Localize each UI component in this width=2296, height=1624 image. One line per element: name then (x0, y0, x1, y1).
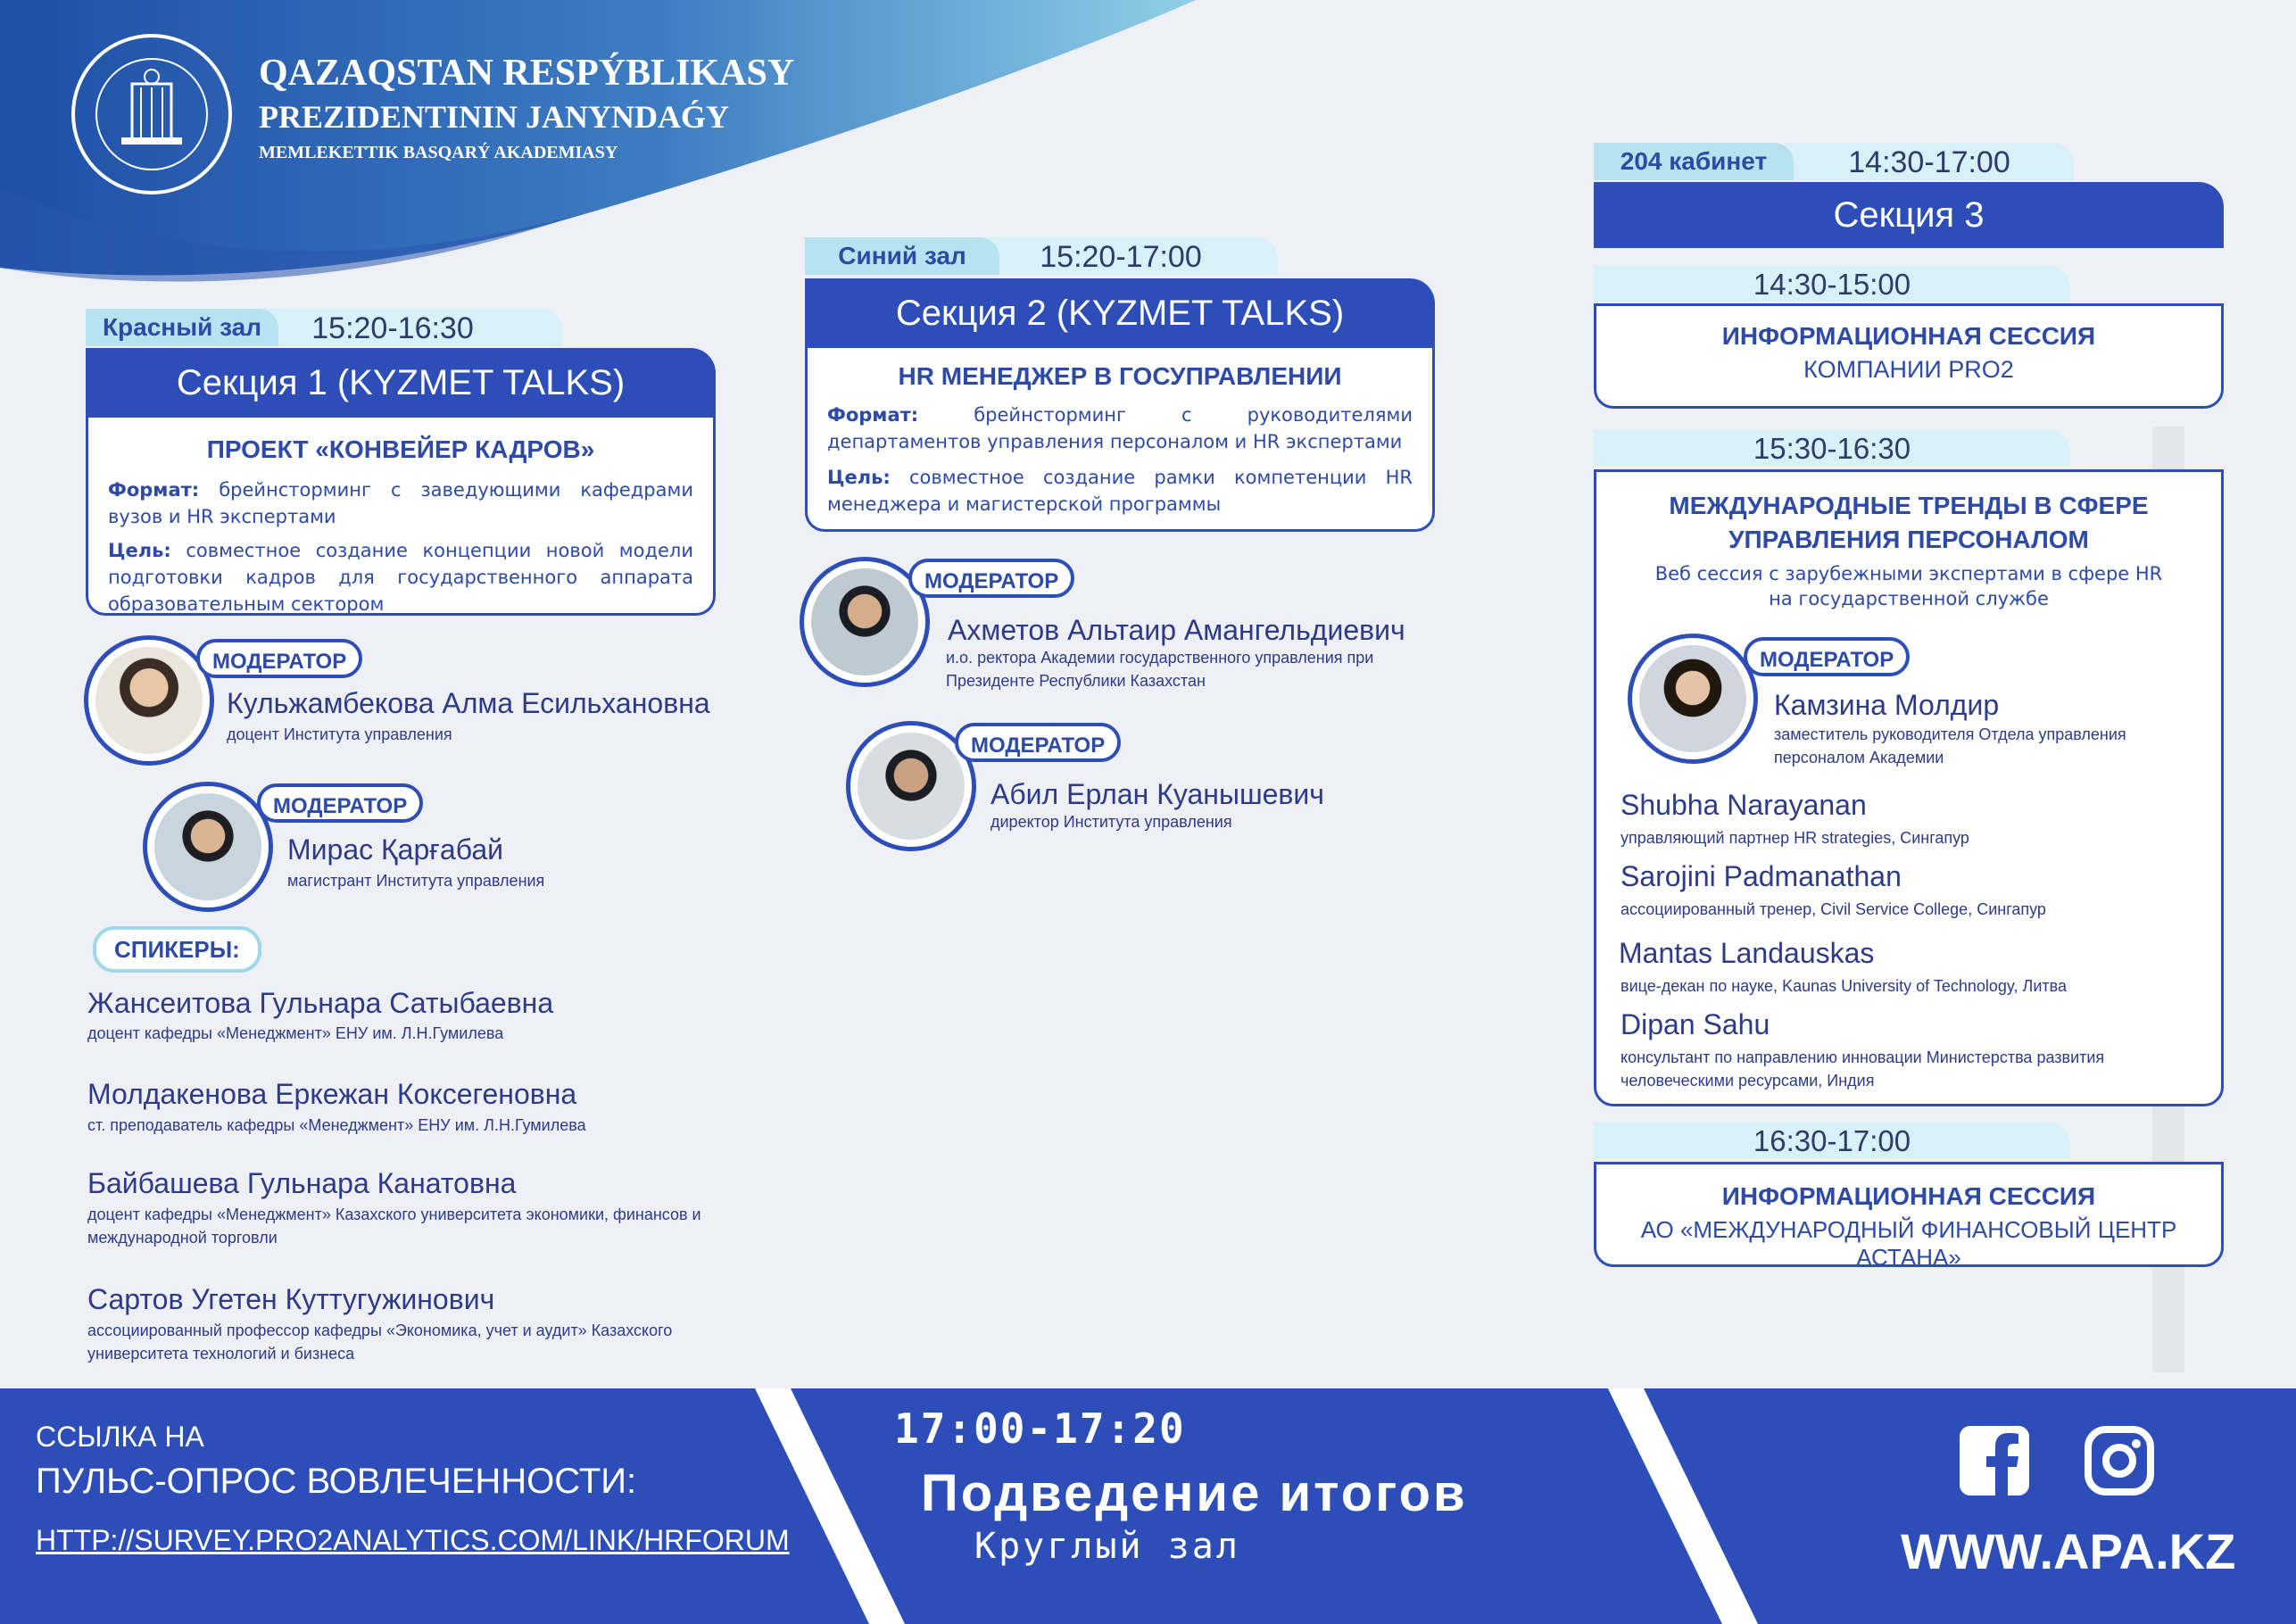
speaker-desc: ассоциированный тренер, Civil Service College, Сингапур (1620, 900, 2046, 918)
academy-seal-logo (70, 32, 234, 196)
moderator-badge: МОДЕРАТОР (908, 559, 1074, 598)
section1-time: 15:20-16:30 (223, 309, 562, 346)
section2-format-text: брейнсторминг с руководителями департаментов управления персоналом и HR экспертами (827, 404, 1413, 452)
survey-link[interactable]: HTTP://SURVEY.PRO2ANALYTICS.COM/LINK/HRFORUM (36, 1524, 790, 1556)
section2-format-label: Формат: (827, 404, 919, 426)
session3-box (1594, 1162, 2224, 1271)
moderator-name: Ахметов Альтаир Амангельдиевич (948, 614, 1405, 646)
speaker-desc: доцент кафедры «Менеджмент» Казахского университета экономики, финансов и международной торговли (87, 1206, 701, 1247)
moderator-name: Кульжамбекова Алма Есильхановна (227, 687, 710, 719)
speaker-name: Mantas Landauskas (1619, 937, 1875, 969)
closing-time: 17:00-17:20 (894, 1404, 1186, 1453)
speaker-desc: вице-декан по науке, Kaunas University of Technology, Литва (1620, 977, 2068, 995)
session3-subtitle: АО «МЕЖДУНАРОДНЫЙ ФИНАНСОВЫЙ ЦЕНТР АСТАНА» (1640, 1216, 2177, 1271)
section2-box (805, 348, 1435, 532)
moderator-desc: магистрант Института управления (287, 872, 545, 890)
section2-goal (827, 464, 1413, 518)
section2-room: Синий зал (805, 237, 999, 275)
session3-time: 16:30-17:00 (1594, 1123, 2070, 1158)
session2-title-line1: МЕЖДУНАРОДНЫЕ ТРЕНДЫ В СФЕРЕ (1669, 492, 2149, 519)
section1-title: Секция 1 (KYZMET TALKS) (86, 348, 716, 418)
session3-title: ИНФОРМАЦИОННАЯ СЕССИЯ (1721, 1182, 2096, 1210)
speaker-desc: ст. преподаватель кафедры «Менеджмент» ЕНУ им. Л.Н.Гумилева (87, 1116, 586, 1134)
speakers-label: СПИКЕРЫ: (93, 926, 261, 973)
speaker-name: Dipan Sahu (1620, 1008, 1770, 1040)
section2-format (827, 402, 1413, 455)
speaker-name: Sarojini Padmanathan (1620, 860, 1902, 892)
session1-time: 14:30-15:00 (1594, 266, 2070, 302)
instagram-icon[interactable] (2085, 1426, 2154, 1496)
session1-subtitle: КОМПАНИИ PRO2 (1803, 356, 2014, 383)
survey-label-line2: ПУЛЬС-ОПРОС ВОВЛЕЧЕННОСТИ: (36, 1462, 637, 1501)
closing-event: Подведение итогов (921, 1464, 1468, 1522)
moderator-photo-kulzhambekova (84, 635, 214, 766)
academy-name-line1: QAZAQSTAN RESPÝBLIKASY (259, 53, 795, 94)
section2-title: Секция 2 (KYZMET TALKS) (805, 278, 1435, 348)
speaker-name: Байбашева Гульнара Канатовна (87, 1167, 517, 1199)
section3-title: Секция 3 (1594, 182, 2224, 248)
speaker-desc: управляющий партнер HR strategies, Сингапур (1620, 829, 1969, 847)
section3-room: 204 кабинет (1594, 143, 1794, 180)
moderator-photo-kamzina (1628, 634, 1758, 764)
facebook-icon[interactable] (1960, 1426, 2029, 1496)
section2-goal-label: Цель: (827, 467, 891, 488)
section2-topic: HR МЕНЕДЖЕР В ГОСУПРАВЛЕНИИ (898, 362, 1342, 390)
section1-room: Красный зал (86, 309, 278, 346)
academy-name-line3: MEMLEKETTIK BASQARÝ AKADEMIASY (259, 143, 618, 162)
closing-place: Круглый зал (974, 1526, 1240, 1567)
website-link[interactable]: WWW.APA.KZ (1901, 1523, 2236, 1579)
moderator-badge: МОДЕРАТОР (196, 639, 362, 678)
section1-format-label: Формат: (108, 479, 200, 501)
moderator-badge: МОДЕРАТОР (955, 723, 1121, 762)
moderator-name: Абил Ерлан Куанышевич (991, 778, 1324, 810)
speaker-name: Жансеитова Гульнара Сатыбаевна (87, 987, 554, 1019)
section1-box (86, 418, 716, 616)
speaker-desc: ассоциированный профессор кафедры «Экономика, учет и аудит» Казахского университета технологий и бизнеса (87, 1322, 673, 1363)
survey-label-line1: ССЫЛКА НА (36, 1421, 204, 1453)
session1-title: ИНФОРМАЦИОННАЯ СЕССИЯ (1721, 322, 2096, 350)
moderator-badge: МОДЕРАТОР (257, 783, 423, 823)
section3-time: 14:30-17:00 (1785, 143, 2074, 180)
session2-title-line2: УПРАВЛЕНИЯ ПЕРСОНАЛОМ (1728, 526, 2089, 553)
section1-format (108, 476, 693, 530)
speaker-desc: доцент кафедры «Менеджмент» ЕНУ им. Л.Н.Гумилева (87, 1024, 504, 1042)
moderator-desc: заместитель руководителя Отдела управления персоналом Академии (1774, 725, 2126, 766)
moderator-desc: доцент Института управления (227, 725, 452, 743)
speaker-desc: консультант по направлению инновации Министерства развития человеческими ресурсами, Индия (1620, 1048, 2105, 1090)
moderator-desc: директор Института управления (991, 813, 1232, 831)
section1-format-text: брейнсторминг с заведующими кафедрами вузов и HR экспертами (108, 479, 693, 527)
speaker-name: Shubha Narayanan (1620, 789, 1867, 821)
session2-time: 15:30-16:30 (1594, 430, 2070, 466)
section2-time: 15:20-17:00 (964, 237, 1278, 275)
moderator-desc: и.о. ректора Академии государственного управления при Президенте Республики Казахстан (946, 649, 1374, 690)
section2-goal-text: совместное создание рамки компетенции HR менеджера и магистерской программы (827, 467, 1413, 515)
moderator-photo-kargabay (143, 782, 273, 912)
moderator-name: Камзина Молдир (1774, 689, 2000, 721)
academy-name-line2: PREZIDENTININ JANYNDAǴY (259, 99, 730, 135)
session2-desc: Веб сессия с зарубежными экспертами в сфере HR на государственной службе (1654, 563, 2163, 609)
moderator-name: Мирас Қарғабай (287, 833, 503, 866)
speaker-name: Молдакенова Еркежан Коксегеновна (87, 1078, 577, 1110)
section1-topic: ПРОЕКТ «КОНВЕЙЕР КАДРОВ» (206, 435, 595, 463)
moderator-badge: МОДЕРАТОР (1744, 637, 1910, 676)
section1-goal (108, 537, 693, 617)
speaker-name: Сартов Угетен Куттугужинович (87, 1283, 495, 1315)
section1-goal-text: совместное создание концепции новой модели подготовки кадров для государственного аппарата образовательным сектором (108, 540, 693, 615)
session1-box (1594, 303, 2224, 409)
section1-goal-label: Цель: (108, 540, 171, 561)
